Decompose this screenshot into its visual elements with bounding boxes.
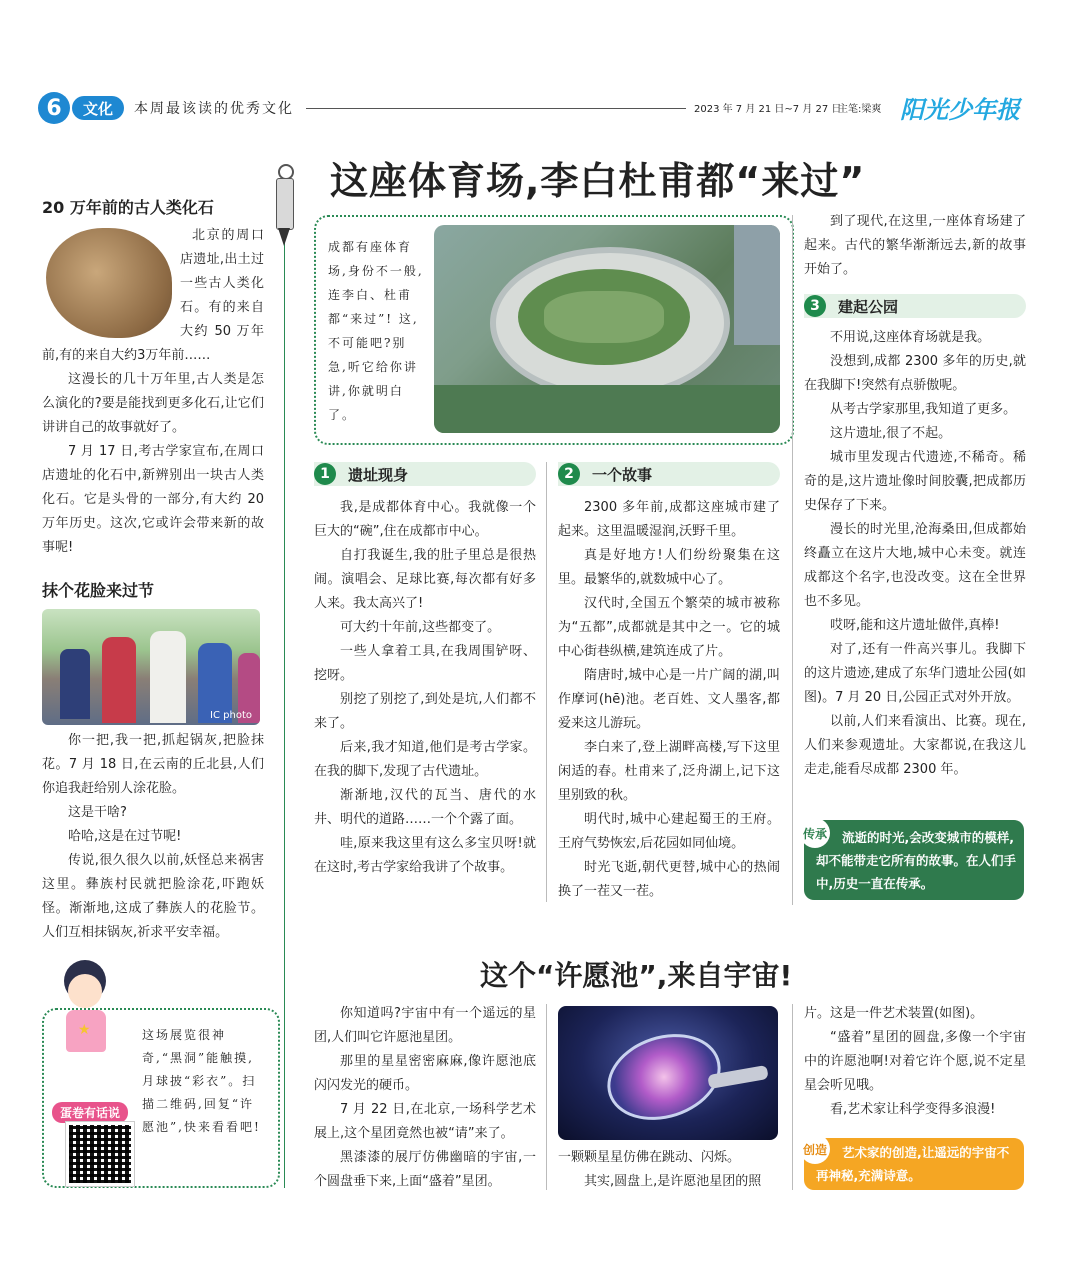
wish-paragraph-8: 看,艺术家让科学变得多浪漫!: [830, 1102, 996, 1117]
section-3-title: 建起公园: [838, 297, 899, 316]
s3-paragraph-8: 对了,还有一件高兴事儿。我脚下的这片遗迹,建成了东华门遗址公园(如图)。7 月 20 日,公园正式对外开放。: [804, 642, 1026, 705]
section-2-number: 2: [558, 463, 580, 485]
s3-lead-paragraph: 到了现代,在这里,一座体育场建了起来。古代的繁华渐渐远去,新的故事开始了。: [804, 214, 1026, 277]
create-badge: 创造: [800, 1134, 830, 1164]
section-1-number: 1: [314, 463, 336, 485]
wish-paragraph-3: 7 月 22 日,在北京,一场科学艺术展上,这个星团竟然也被“请”来了。: [314, 1102, 536, 1141]
s2-paragraph-2: 真是好地方!人们纷纷聚集在这里。最繁华的,就数城中心了。: [558, 548, 780, 587]
s3-paragraph-7: 哎呀,能和这片遗址做伴,真棒!: [830, 618, 1000, 633]
intro-text: 成都有座体育场,身份不一般,连李白、杜甫都“来过”! 这,不可能吧?别急,听它给你讲讲,你就明白了。: [328, 240, 424, 422]
fossil-paragraph-1: 北京的周口店遗址,出土过一些古人类化石。有的来自大约 50 万年前,有的来自大约3万年前……: [42, 228, 264, 363]
column-divider-4: [546, 1004, 547, 1190]
promo-label: 蛋卷有话说: [52, 1102, 128, 1123]
intro-box: [314, 215, 794, 445]
section-3-number: 3: [804, 295, 826, 317]
section-2-header: [558, 462, 780, 486]
main-headline: 这座体育场,李白杜甫都“来过”: [330, 159, 866, 203]
s3-paragraph-4: 这片遗址,很了不起。: [830, 426, 952, 441]
face-photo: [42, 609, 260, 725]
face-paragraph-2: 这是干啥?: [68, 805, 127, 820]
promo-text: 这场展览很神奇,“黑洞”能触摸,月球披“彩衣”。扫描二维码,回复“许愿池”,快来看看吧!: [142, 1028, 261, 1134]
s1-paragraph-8: 哇,原来我这里有这么多宝贝呀!就在这时,考古学家给我讲了个故事。: [314, 836, 536, 875]
page-number-badge: [38, 92, 70, 124]
brand-logo: 阳光少年报: [900, 96, 1020, 124]
create-text: 艺术家的创造,让遥远的宇宙不再神秘,充满诗意。: [816, 1145, 1010, 1183]
fossil-title: 20 万年前的古人类化石: [42, 198, 214, 217]
s1-paragraph-4: 一些人拿着工具,在我周围铲呀、挖呀。: [314, 644, 536, 683]
header-rule: [306, 108, 686, 109]
s2-paragraph-6: 明代时,城中心建起蜀王的王府。王府气势恢宏,后花园如同仙境。: [558, 812, 780, 851]
wish-col-3: [804, 1002, 1026, 1122]
fossil-body: [42, 224, 264, 560]
masthead: [38, 90, 1038, 126]
tagline: 本周最该读的优秀文化: [134, 101, 294, 117]
face-title: 抹个花脸来过节: [42, 581, 155, 600]
fossil-paragraph-3: 7 月 17 日,考古学家宣布,在周口店遗址的化石中,新辨别出一块古人类化石。它是头骨的一部分,有大约 20 万年历史。这次,它或许会带来新的故事呢!: [42, 444, 264, 555]
s3-paragraph-1: 不用说,这座体育场就是我。: [830, 330, 991, 345]
star-cluster-photo: [558, 1006, 778, 1140]
section-3-header: [804, 294, 1026, 318]
wish-paragraph-5: 其实,圆盘上,是许愿池星团的照: [584, 1174, 762, 1189]
section-1: [314, 462, 536, 880]
section-1-title: 遗址现身: [348, 465, 409, 484]
s2-paragraph-4: 隋唐时,城中心是一片广阔的湖,叫作摩诃(hē)池。老百姓、文人墨客,都爱来这儿游玩。: [558, 668, 780, 731]
face-paragraph-4: 传说,很久很久以前,妖怪总来祸害这里。彝族村民就把脸涂花,吓跑妖怪。渐渐地,这成了彝族人的花脸节。人们互相抹锅灰,祈求平安幸福。: [42, 853, 264, 940]
section-badge: [72, 96, 124, 120]
s1-paragraph-6: 后来,我才知道,他们是考古学家。在我的脚下,发现了古代遗址。: [314, 740, 536, 779]
wish-paragraph-7: “盛着”星团的圆盘,多像一个宇宙中的许愿池啊!对着它许个愿,说不定星星会听见哦。: [804, 1030, 1026, 1093]
s1-paragraph-2: 自打我诞生,我的肚子里总是很热闹。演唱会、足球比赛,每次都有好多人来。我太高兴了!: [314, 548, 536, 611]
second-headline: 这个“许愿池”,来自宇宙!: [480, 959, 793, 992]
s2-paragraph-3: 汉代时,全国五个繁荣的城市被称为“五都”,成都就是其中之一。它的城中心街巷纵横,建筑连成了片。: [558, 596, 780, 659]
section-2: [558, 462, 780, 904]
promo-box: [42, 1008, 280, 1188]
wish-caption: 一颗颗星星仿佛在跳动、闪烁。: [558, 1150, 741, 1165]
inherit-box: [804, 820, 1024, 900]
wish-paragraph-2: 那里的星星密密麻麻,像许愿池底闪闪发光的硬币。: [314, 1054, 536, 1093]
editor: 主笔:梁爽: [838, 104, 882, 115]
section-1-header: [314, 462, 536, 486]
s3-paragraph-6: 漫长的时光里,沧海桑田,但成都始终矗立在这片大地,城中心未变。就连成都这个名字,也没改变。这在全世界也不多见。: [804, 522, 1026, 609]
wish-col-2: [558, 1006, 780, 1194]
photo-credit: IC photo: [210, 710, 252, 721]
s2-paragraph-1: 2300 多年前,成都这座城市建了起来。这里温暖湿润,沃野千里。: [558, 500, 780, 539]
s1-paragraph-5: 别挖了别挖了,到处是坑,人们都不来了。: [314, 692, 536, 731]
create-box: [804, 1138, 1024, 1190]
s3-paragraph-3: 从考古学家那里,我知道了更多。: [830, 402, 1017, 417]
sidebar: [42, 195, 264, 945]
s3-paragraph-9: 以前,人们来看演出、比赛。现在,人们来参观遗址。大家都说,在我这儿走走,能看尽成都 2300 年。: [804, 714, 1026, 777]
cartoon-girl: ★: [50, 960, 120, 1080]
wish-paragraph-4: 黑漆漆的展厅仿佛幽暗的宇宙,一个圆盘垂下来,上面“盛着”星团。: [314, 1150, 536, 1189]
column-divider-5: [792, 1004, 793, 1190]
column-divider: [284, 240, 285, 1188]
inherit-text: 流逝的时光,会改变城市的模样,却不能带走它所有的故事。在人们手中,历史一直在传承。: [816, 830, 1017, 891]
s1-paragraph-1: 我,是成都体育中心。我就像一个巨大的“碗”,住在成都市中心。: [314, 500, 536, 539]
wish-paragraph-6: 片。这是一件艺术装置(如图)。: [804, 1006, 984, 1021]
column-divider-3: [792, 215, 793, 905]
s2-paragraph-7: 时光飞逝,朝代更替,城中心的热闹换了一茬又一茬。: [558, 860, 780, 899]
fossil-paragraph-2: 这漫长的几十万年里,古人类是怎么演化的?要是能找到更多化石,让它们讲讲自己的故事就好了。: [42, 372, 264, 435]
inherit-badge: 传承: [800, 818, 830, 848]
section-label: 文化: [82, 99, 113, 118]
face-body: [42, 729, 264, 945]
face-paragraph-3: 哈哈,这是在过节呢!: [68, 829, 182, 844]
page-number: 6: [46, 95, 62, 121]
section-3: [804, 210, 1026, 782]
s3-paragraph-2: 没想到,成都 2300 多年的历史,就在我脚下!突然有点骄傲呢。: [804, 354, 1026, 393]
wish-col-1: [314, 1002, 536, 1194]
s1-paragraph-7: 渐渐地,汉代的瓦当、唐代的水井、明代的道路……一个个露了面。: [314, 788, 536, 827]
column-divider-2: [546, 462, 547, 902]
s1-paragraph-3: 可大约十年前,这些都变了。: [340, 620, 501, 635]
wish-paragraph-1: 你知道吗?宇宙中有一个遥远的星团,人们叫它许愿池星团。: [314, 1006, 536, 1045]
face-paragraph-1: 你一把,我一把,抓起锅灰,把脸抹花。7 月 18 日,在云南的丘北县,人们你追我赶给别人涂花脸。: [42, 733, 264, 796]
stadium-aerial-photo: [434, 225, 780, 433]
issue-dates: 2023 年 7 月 21 日~7 月 27 日: [694, 104, 842, 115]
qr-code[interactable]: [66, 1122, 134, 1186]
section-2-title: 一个故事: [592, 465, 653, 484]
s3-paragraph-5: 城市里发现古代遗迹,不稀奇。稀奇的是,这片遗址像时间胶囊,把成都历史保存了下来。: [804, 450, 1026, 513]
s2-paragraph-5: 李白来了,登上湖畔高楼,写下这里闲适的春。杜甫来了,泛舟湖上,记下这里别致的秋。: [558, 740, 780, 803]
brush-pen-icon: [272, 164, 296, 246]
